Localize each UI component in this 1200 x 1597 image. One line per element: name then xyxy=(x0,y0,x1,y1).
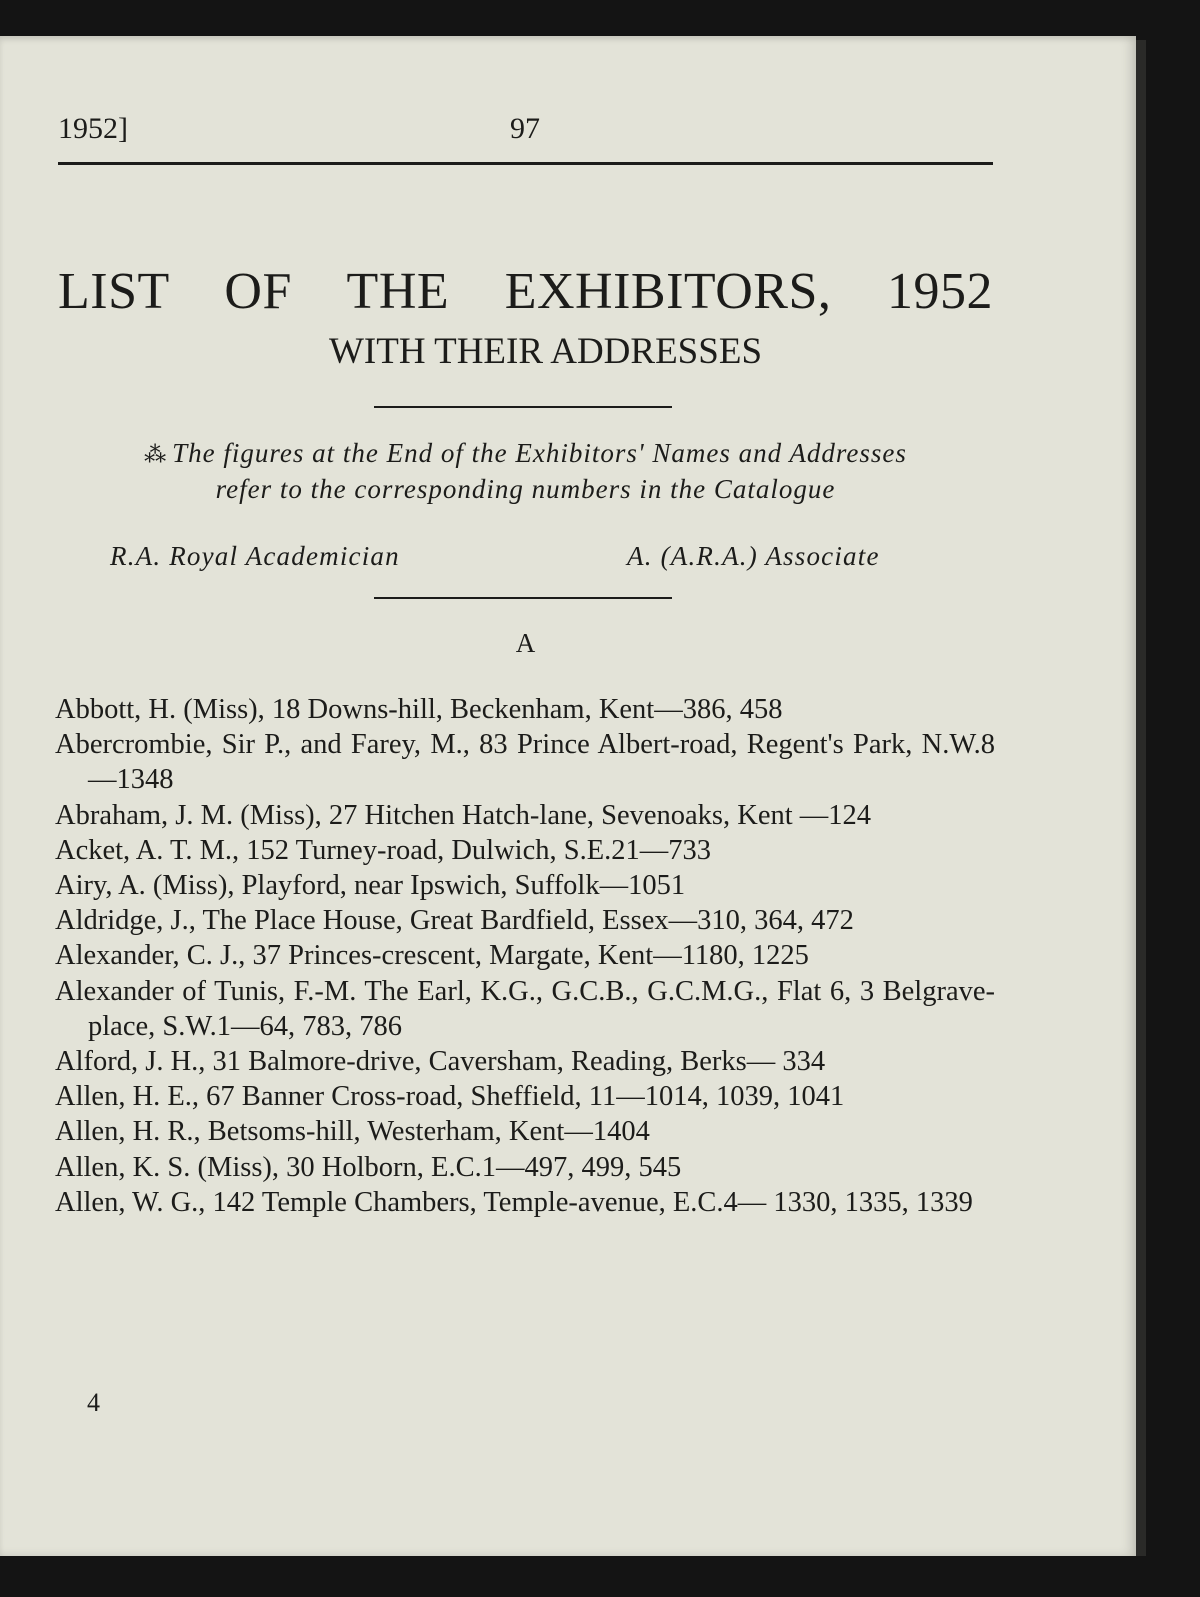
exhibitor-list xyxy=(55,692,995,1220)
page-edge xyxy=(1136,40,1146,1556)
note-text-1: The figures at the End of the Exhibitors' Names and Addresses xyxy=(172,438,907,468)
list-item: Alford, J. H., 31 Balmore-drive, Caversham, Reading, Berks— 334 xyxy=(55,1046,826,1078)
list-item: Allen, K. S. (Miss), 30 Holborn, E.C.1—497, 499, 545 xyxy=(55,1151,682,1183)
abbr-royal-academician: R.A. Royal Academician xyxy=(110,541,400,571)
list-item: Abbott, H. (Miss), 18 Downs-hill, Beckenham, Kent—386, 458 xyxy=(55,694,783,725)
list-item: Abercrombie, Sir P., and Farey, M., 83 Prince Albert-road, Regent's Park, N.W.8—1348 xyxy=(55,729,995,796)
list-item: Allen, H. R., Betsoms-hill, Westerham, Kent—1404 xyxy=(55,1116,650,1148)
list-item: Allen, H. E., 67 Banner Cross-road, Sheffield, 11—1014, 1039, 1041 xyxy=(55,1081,845,1113)
list-item: Abraham, J. M. (Miss), 27 Hitchen Hatch-lane, Sevenoaks, Kent —124 xyxy=(55,799,872,831)
header-rule xyxy=(58,162,993,165)
list-item: Alexander of Tunis, F.-M. The Earl, K.G., G.C.B., G.C.M.G., Flat 6, 3 Belgrave-place, S.W.1—64, 783, 786 xyxy=(55,975,995,1042)
asterism-icon: ⁂ xyxy=(144,442,165,467)
running-head-year: 1952] xyxy=(58,112,128,145)
list-item: Alexander, C. J., 37 Princes-crescent, Margate, Kent—1180, 1225 xyxy=(55,940,809,972)
page-subtitle: WITH THEIR ADDRESSES xyxy=(328,331,763,372)
list-item: Airy, A. (Miss), Playford, near Ipswich, Suffolk—1051 xyxy=(55,870,686,902)
abbr-associate: A. (A.R.A.) Associate xyxy=(627,541,880,571)
section-letter: A xyxy=(515,628,536,658)
note-line-2: refer to the corresponding numbers in the Catalogue xyxy=(215,474,836,504)
page-number: 97 xyxy=(510,112,540,145)
divider-rule-bottom xyxy=(374,597,672,599)
divider-rule-top xyxy=(374,406,672,408)
catalogue-note xyxy=(58,436,993,507)
list-item: Allen, W. G., 142 Temple Chambers, Temple-avenue, E.C.4— 1330, 1335, 1339 xyxy=(55,1186,973,1218)
list-item: Acket, A. T. M., 152 Turney-road, Dulwich, S.E.21—733 xyxy=(55,834,712,866)
note-line-1 xyxy=(58,436,993,472)
signature-mark: 4 xyxy=(87,1388,100,1417)
running-head xyxy=(58,112,993,158)
list-item: Aldridge, J., The Place House, Great Bardfield, Essex—310, 364, 472 xyxy=(55,905,854,937)
page-title: LIST OF THE EXHIBITORS, 1952 xyxy=(58,263,993,320)
